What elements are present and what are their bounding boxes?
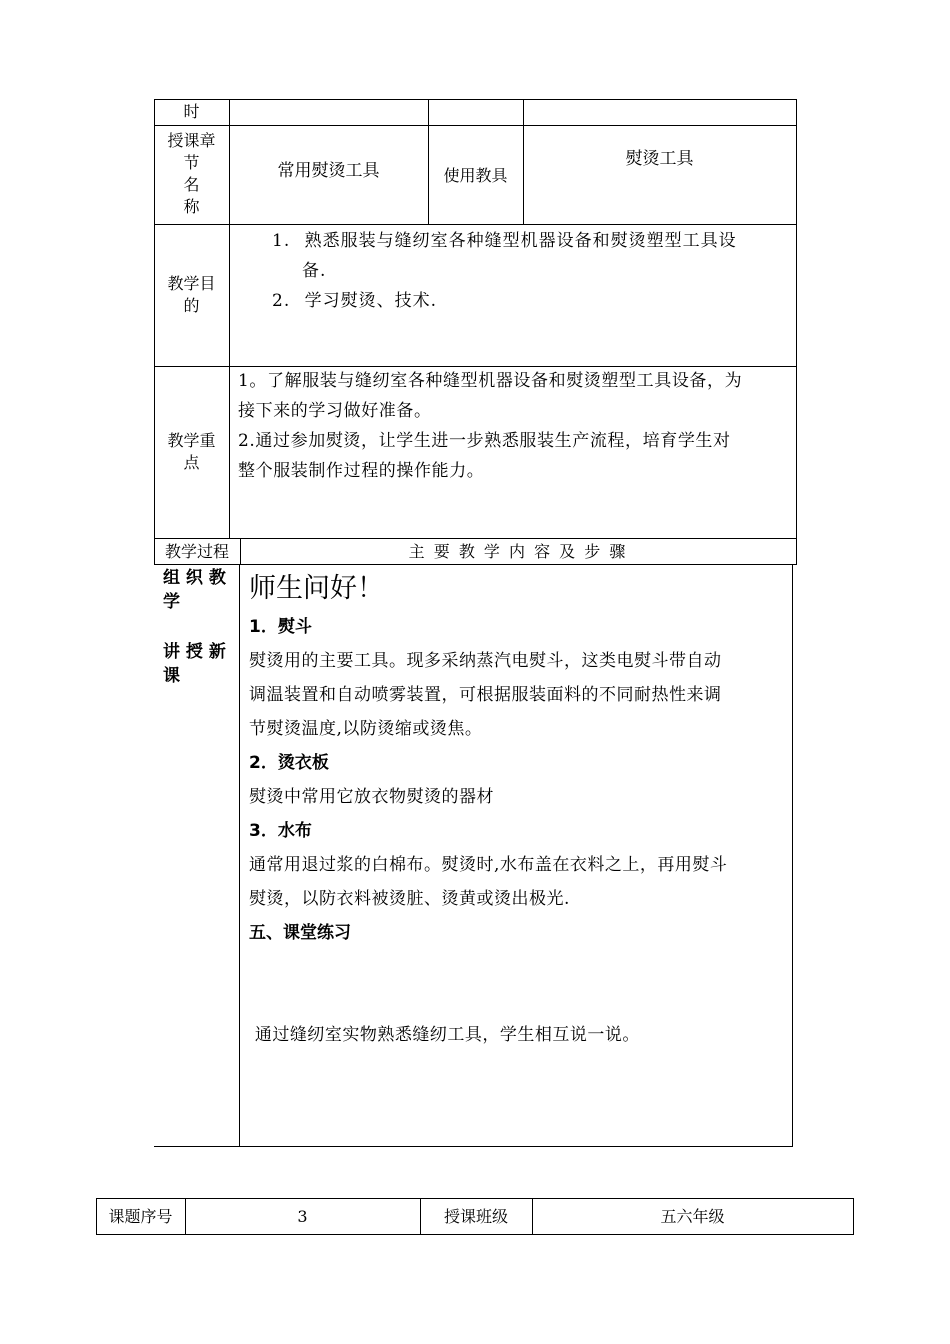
serial-label: 课题序号: [108, 1207, 173, 1226]
keypoints-text: 1。了解服装与缝纫室各种缝型机器设备和熨烫塑型工具设备，为 接下来的学习做好准备。 2.通过参加熨烫，让学生进一步熟悉服装生产流程，培育学生对 整个服装制作过程的操作能力。: [238, 371, 743, 481]
section-body: 熨烫用的主要工具。现多采纳蒸汽电熨斗，这类电熨斗带自动 调温装置和自动喷雾装置，可根据服装面料的不同耐热性来调 节熨烫温度,以防烫缩或烫焦。: [249, 651, 722, 739]
section-heading: 3．水布: [249, 821, 312, 841]
objective-item: 2. 学习熨烫、技术.: [272, 291, 438, 311]
section-body: 通过缝纫室实物熟悉缝纫工具，学生相互说一说。: [249, 1025, 640, 1045]
chapter-value: 常用熨烫工具: [277, 161, 380, 181]
process-left-labels: 组 织 教 学 讲 授 新 课: [163, 568, 226, 686]
section-heading: 五、课堂练习: [249, 923, 351, 943]
time-label: 时: [183, 102, 200, 121]
serial-value: 3: [297, 1207, 308, 1226]
process-label: 教学过程: [164, 542, 229, 561]
objectives-list: [272, 226, 792, 316]
section-body: 熨烫中常用它放衣物熨烫的器材: [249, 787, 494, 807]
greeting: 师生问好！: [249, 573, 384, 604]
section-body: 通常用退过浆的白棉布。熨烫时,水布盖在衣料之上，再用熨斗 熨烫，以防衣料被烫脏、烫黄或烫出极光.: [249, 855, 728, 909]
objective-item: 1. 熟悉服装与缝纫室各种缝型机器设备和熨烫塑型工具设: [272, 231, 737, 251]
process-content: [249, 570, 789, 1120]
keypoints-label: 教学重 点: [167, 431, 216, 472]
section-heading: 1．熨斗: [249, 617, 312, 637]
objective-item-cont: 备.: [302, 261, 327, 281]
objectives-label: 教学目 的: [167, 274, 216, 315]
class-label: 授课班级: [443, 1207, 508, 1226]
class-value: 五六年级: [660, 1207, 725, 1226]
process-header: 主 要 教 学 内 容 及 步 骤: [408, 542, 628, 561]
chapter-label: 授课章 节 名 称: [167, 131, 216, 216]
tools-value: 熨烫工具: [625, 149, 694, 169]
tools-label: 使用教具: [443, 166, 508, 185]
section-heading: 2．烫衣板: [249, 753, 329, 773]
